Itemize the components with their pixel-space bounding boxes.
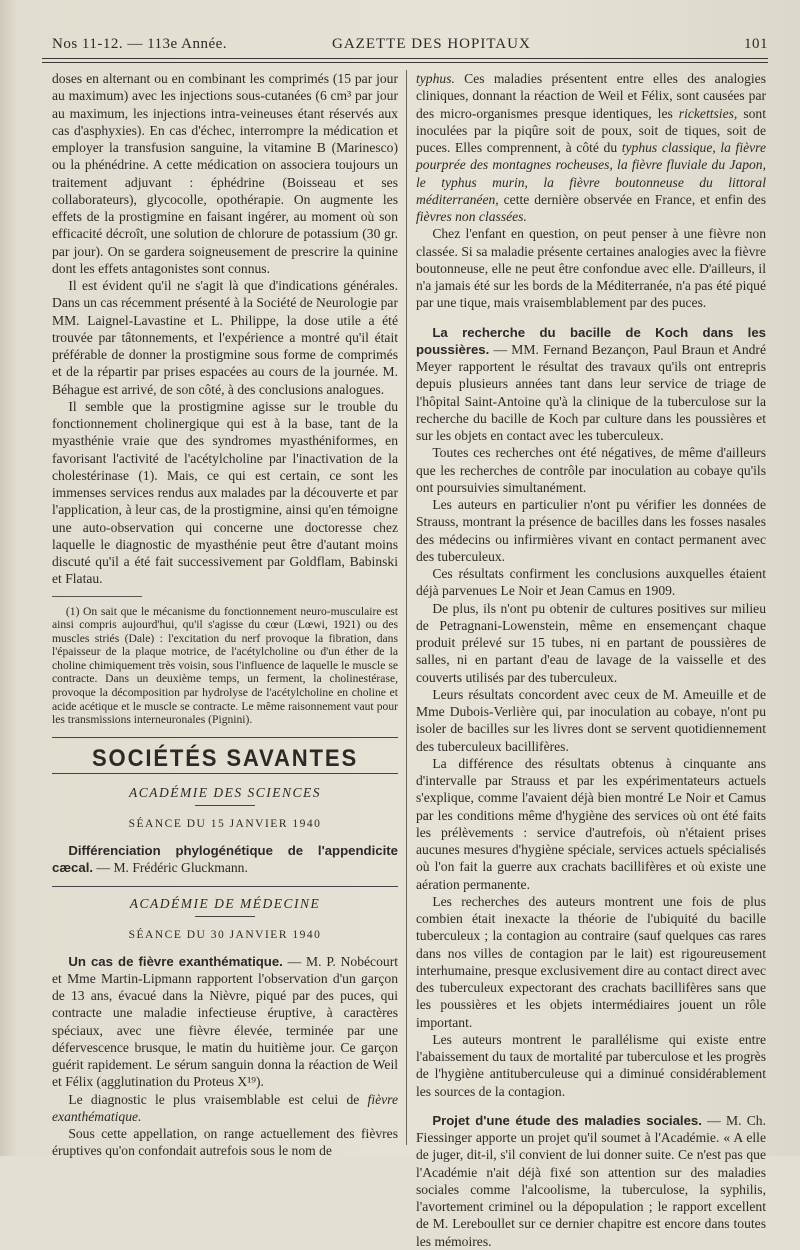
paragraph: Les auteurs en particulier n'ont pu vérifier les données de Strauss, montrant la présence de bacilles dans les fosses nasales des médecins ou infirmières vivant en contact permanent avec des tuberculeux.: [416, 497, 766, 564]
header-rule: [42, 58, 768, 59]
page-number: 101: [744, 36, 768, 52]
paragraph: Les recherches des auteurs montrent une fois de plus combien était inexacte la théorie de l'ubiquité du bacille tuberculeux ; la contagion au contraire (sauf quelques cas rares dans nos villes de contagion par le lait) est rigoureusement interhumaine, presque exclusivement dire au contact direct avec des tuberculeux expectorant des crachats bacillifères sans que les poussières et les objets intermédiaires jouent un rôle important.: [416, 893, 766, 1030]
paragraph: [416, 324, 766, 445]
item-body: — M. Ch. Fiessinger apporte un projet qu'il soumet à l'Académie. « A elle de juger, dit-il, s'il convient de lui donner suite. Ce n'est pas que l'Académie n'ait déjà fixé son attention sur des maladies sociales comme l'alcoolisme, la tuberculose, la syphilis, l'avortement criminel ou la dépopulation ; le rapport excellent de M. Lereboullet sur ce dernier chapitre est encore dans toutes les mémoires.: [416, 1112, 766, 1249]
paragraph: [416, 1112, 766, 1250]
column-divider: [406, 70, 407, 1145]
paragraph: Les auteurs montrent le parallélisme qui existe entre l'abaissement du taux de mortalité par tuberculose et les progrès de l'hygiène antituberculeuse qui a diminué considérablement les sources de la contagion.: [416, 1031, 766, 1099]
paragraph: Sous cette appellation, on range actuellement des fièvres éruptives qu'on confondait autrefois sous le nom de: [52, 1126, 398, 1159]
item-body: — MM. Fernand Bezançon, Paul Braun et André Meyer rapportent le résultat des travaux qu'ils ont entrepris depuis plusieurs années tant dans leur service de triage de l'hôpital Saint-Antoine qu'à la clinique de la tuberculose sur la recherche du bacille de Koch par culture dans les poussières et sur les objets en contact avec les tuberculeux.: [416, 341, 766, 443]
text-run-italic: typhus.: [416, 71, 455, 86]
paragraph: [52, 953, 398, 1091]
paragraph: doses en alternant ou en combinant les comprimés (15 par jour au maximum) avec les injections sous-cutanées (6 cm³ par jour au maximum, les injections intra-veineuses étant réservés aux cas d'asphyxies). En cas d'échec, interrompre la médication et employer la transfusion sanguine, la vitamine B (Marinesco) ou la phénédrine. A cette médication on associera toujours un traitement adjuvant : éphédrine (Boisseau et ses collaborateurs), glycocolle, opothérapie. On augmente les effets de la prostigmine en faisant ingérer, au moment où son efficacité décroît, une solution de chlorure de potassium (30 gr. par jour). On se gardera soigneusement de prescrire la quinine dont les effets antagonistes sont connus.: [52, 71, 398, 276]
text-run: cette dernière observée en France, et enfin des: [498, 191, 766, 207]
text-run-italic: typhus classique, la fièvre pourprée des montagnes rocheuses, la fièvre fluviale du Japon, le typhus murin, la fièvre boutonneuse du littoral méditerranéen,: [416, 140, 766, 207]
right-column: [416, 70, 766, 1250]
paragraph: Ces résultats confirment les conclusions auxquelles étaient déjà parvenues Le Noir et Jean Camus en 1909.: [416, 566, 766, 599]
session-date: SÉANCE DU 15 JANVIER 1940: [128, 818, 322, 831]
section-rule: [52, 886, 398, 887]
academy-heading: ACADÉMIE DES SCIENCES: [129, 785, 321, 801]
paragraph: La différence des résultats obtenus à cinquante ans d'intervalle par Strauss et par les expérimentateurs actuels s'explique, comme l'avaient déjà bien montré Le Noir et Camus par les conditions même d'hygiène des services où ont été faits les prélèvements : service d'autrefois, où n'étaient prises aucunes mesures d'hygiène spéciale, services actuels spécialisés où l'on fait la guerre aux crachats bacillifères et où existe une aération permanente.: [416, 755, 766, 892]
divider: [195, 916, 255, 917]
paragraph: Il semble que la prostigmine agisse sur le trouble du fonctionnement cholinergique qui est à la base, tant de la myasthénie vraie que des syndromes myasthéniformes, en favorisant l'activité de l'acétylcholine par l'inactivation de la cholestérinase (1). Mais, ce qui est certain, ce sont les immenses services rendus aux malades par la découverte et par l'application, à leur cas, de la prostigmine, ainsi qu'en témoigne une auto-observation qui concerne une doctoresse chez laquelle le diagnostic de myasthénie peut être d'autant moins discuté qu'il a été fait successivement par Goldflam, Babinski et Flatau.: [52, 398, 398, 587]
paragraph: Il est évident qu'il ne s'agit là que d'indications générales. Dans un cas récemment présenté à la Société de Neurologie par MM. Laignel-Lavastine et L. Philippe, la dose utile a été trouvée par tâtonnements, et l'expérience a montré qu'il était préférable de donner la prostigmine sous forme de comprimés et de la répartir par prises espacées au cours de la journée. M. Béhague est arrivé, de son côté, à des conclusions analogues.: [52, 278, 398, 397]
item-title: Différenciation phylogénétique de l'appendicite cæcal.: [52, 842, 398, 875]
section-rule: [52, 737, 398, 738]
text-run-italic: rickettsies,: [678, 105, 738, 121]
spacer: [416, 1100, 766, 1112]
left-column: [52, 70, 398, 1160]
spacer: [416, 312, 766, 324]
text-run-italic: fièvres non classées.: [416, 209, 527, 224]
paragraph: Leurs résultats concordent avec ceux de M. Ameuille et de Mme Dubois-Verlière qui, par inoculation au cobaye, n'ont pu isoler de bacilles sur les livres dont se servent quotidiennement des tuberculeux bacillifères.: [416, 686, 766, 754]
paragraph: Chez l'enfant en question, on peut penser à une fièvre non classée. Si sa maladie présente certaines analogies avec la fièvre boutonneuse, elle ne peut être confondue avec elle. D'ailleurs, il n'a jamais été sur les bords de la Méditerranée, n'a pas été piqué par une tique, mais vraisemblablement par des puces.: [416, 226, 766, 311]
header-rule-thin: [42, 62, 768, 63]
issue-number: Nos 11-12. — 113e Année.: [52, 36, 228, 52]
section-title: SOCIÉTÉS SAVANTES: [91, 744, 359, 772]
paragraph: [52, 1091, 398, 1126]
text-run: sont inoculées par la piqûre soit de poux, soit de tiques, soit de puces. Elles comprennent, à côté du: [416, 105, 766, 155]
footnote-rule: [52, 596, 142, 597]
text-run: Le diagnostic le plus vraisemblable est celui de: [68, 1091, 368, 1107]
footnote: (1) On sait que le mécanisme du fonctionnement neuro-musculaire est ainsi compris aujourd'hui, qu'il s'agisse du cœur (Lœwi, 1921) ou des muscles striés (Dale) : l'excitation du nerf provoque la fibration, dans l'épaisseur de la plaque motrice, de l'acétylcholine ou d'un éther de la choline chimiquement très voisin, sous l'influence de laquelle le muscle se contracte. Dans un deuxième temps, un ferment, la cholinestérase, provoque la décomposition par hydrolyse de l'acétylcholine en choline et acide acétique et le muscle se contracte. Le même raisonnement vaut pour les transmissions interneuronales (Pignini).: [52, 604, 398, 727]
text-run-italic: fièvre exanthématique.: [52, 1091, 398, 1124]
running-header: [42, 34, 768, 56]
section-rule: [52, 773, 398, 774]
item-body: — M. P. Nobécourt et Mme Martin-Lipmann rapportent l'observation d'un garçon de 13 ans, évacué dans la Nièvre, piqué par des puces, qui contracte une maladie infectieuse éruptive, à caractères spéciaux, avec une fièvre élevée, terminée par une défervescence brusque, le matin du huitième jour. Ce garçon guérit rapidement. Le sérum sanguin donna la réaction de Weil et Félix (agglutination du Proteus X¹⁹).: [52, 953, 398, 1090]
academy-heading: ACADÉMIE DE MÉDECINE: [129, 896, 321, 912]
session-date: SÉANCE DU 30 JANVIER 1940: [128, 929, 322, 942]
paragraph: [52, 842, 398, 877]
paragraph: Toutes ces recherches ont été négatives, de même d'ailleurs que les recherches de contrôle par inoculation au cobaye qu'ils ont poursuivies simultanément.: [416, 445, 766, 495]
text-run: Ces maladies présentent entre elles des analogies cliniques, donnant la réaction de Weil et Félix, sont causées par des micro-organismes presque identiques, les: [416, 71, 766, 121]
paragraph: [416, 70, 766, 225]
item-title: La recherche du bacille de Koch dans les poussières.: [416, 324, 766, 357]
paragraph: De plus, ils n'ont pu obtenir de cultures positives sur milieu de Petragnani-Lowenstein, même en ensemençant chaque produit prélevé sur 15 tubes, ni en partant de poussières de salles, ni en partant d'eau de lavage de la vaisselle et des couverts utilisés par des tuberculeux.: [416, 600, 766, 685]
item-title: Projet d'une étude des maladies sociales.: [432, 1112, 702, 1128]
divider: [195, 805, 255, 806]
item-title: Un cas de fièvre exanthématique.: [68, 953, 283, 969]
journal-title: GAZETTE DES HOPITAUX: [332, 36, 531, 52]
item-author: — M. Frédéric Gluckmann.: [93, 859, 248, 875]
